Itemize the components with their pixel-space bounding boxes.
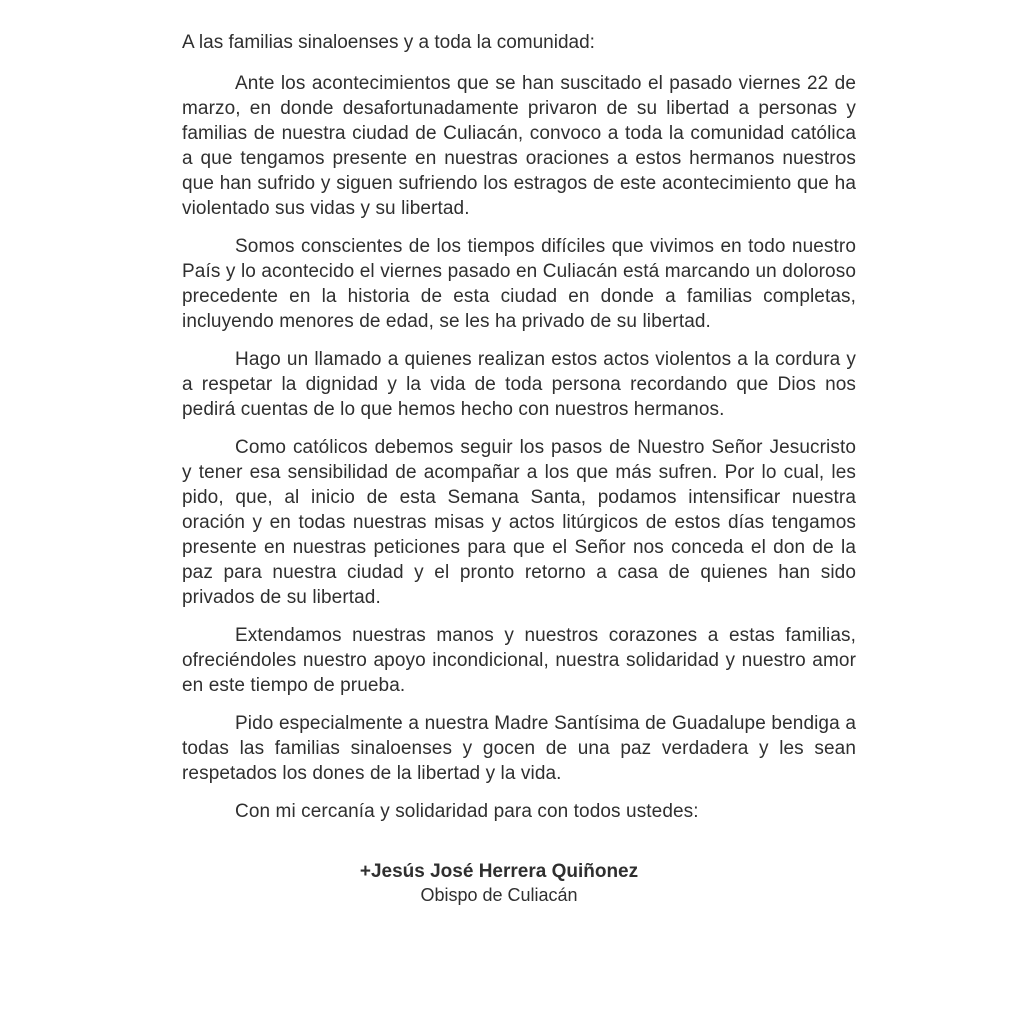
signature-block	[182, 860, 856, 907]
letter-paragraph: Pido especialmente a nuestra Madre Santísima de Guadalupe bendiga a todas las familias sinaloenses y gocen de una paz verdadera y les sean respetados los dones de la libertad y la vida.	[182, 713, 856, 784]
signature-title: Obispo de Culiacán	[420, 885, 578, 905]
letter-closing-line: Con mi cercanía y solidaridad para con todos ustedes:	[235, 801, 699, 822]
letter-paragraph: Ante los acontecimientos que se han suscitado el pasado viernes 22 de marzo, en donde desafortunadamente privaron de su libertad a personas y familias de nuestra ciudad de Culiacán, convoco a toda la comunidad católica a que tengamos presente en nuestras oraciones a estos hermanos nuestros que han sufrido y siguen sufriendo los estragos de este acontecimiento que ha violentado sus vidas y su libertad.	[182, 73, 856, 219]
letter-paragraph: Extendamos nuestras manos y nuestros corazones a estas familias, ofreciéndoles nuestro apoyo incondicional, nuestra solidaridad y nuestro amor en este tiempo de prueba.	[182, 625, 856, 696]
letter-salutation: A las familias sinaloenses y a toda la comunidad:	[182, 32, 595, 53]
letter-paragraph: Hago un llamado a quienes realizan estos actos violentos a la cordura y a respetar la dignidad y la vida de toda persona recordando que Dios nos pedirá cuentas de lo que hemos hecho con nuestros hermanos.	[182, 349, 856, 420]
letter-paragraph: Como católicos debemos seguir los pasos de Nuestro Señor Jesucristo y tener esa sensibilidad de acompañar a los que más sufren. Por lo cual, les pido, que, al inicio de esta Semana Santa, podamos intensificar nuestra oración y en todas nuestras misas y actos litúrgicos de estos días tengamos presente en nuestras peticiones para que el Señor nos conceda el don de la paz para nuestra ciudad y el pronto retorno a casa de quienes han sido privados de su libertad.	[182, 437, 856, 608]
letter-paragraph: Somos conscientes de los tiempos difíciles que vivimos en todo nuestro País y lo acontecido el viernes pasado en Culiacán está marcando un doloroso precedente en la historia de esta ciudad en donde a familias completas, incluyendo menores de edad, se les ha privado de su libertad.	[182, 236, 856, 332]
letter-document	[182, 30, 856, 907]
signature-name: +Jesús José Herrera Quiñonez	[359, 861, 639, 882]
